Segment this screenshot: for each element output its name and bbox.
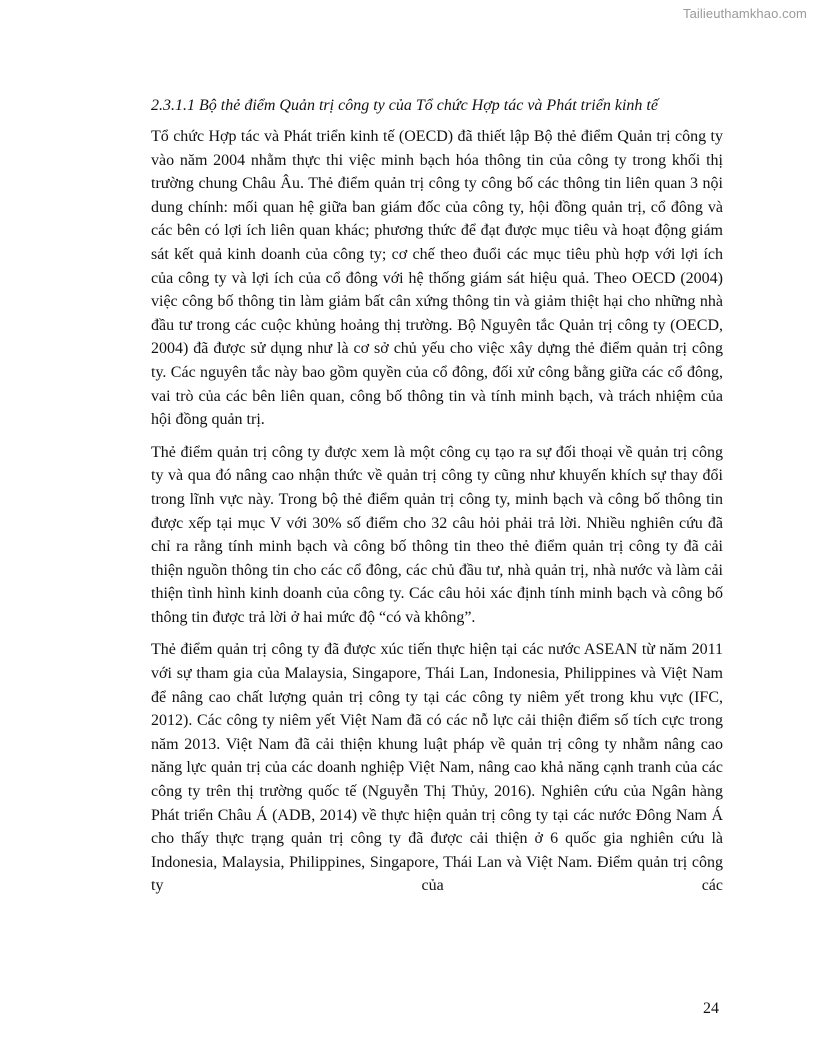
page-number: 24 <box>703 1000 719 1017</box>
watermark-text: Tailieuthamkhao.com <box>682 6 807 21</box>
page-content <box>151 95 723 907</box>
paragraph-oecd-scorecard: Tổ chức Hợp tác và Phát triển kinh tế (OECD) đã thiết lập Bộ thẻ điểm Quản trị công ty vào năm 2004 nhằm thực thi việc minh bạch hóa thông tin của công ty trong khối thị trường chung Châu Âu. Thẻ điểm quản trị công ty công bố các thông tin liên quan 3 nội dung chính: mối quan hệ giữa ban giám đốc của công ty, hội đồng quản trị, cổ đông và các bên có lợi ích liên quan khác; phương thức để đạt được mục tiêu và hoạt động giám sát kết quả kinh doanh của công ty; cơ chế theo đuổi các mục tiêu phù hợp với lợi ích của công ty và lợi ích của cổ đông với hệ thống giám sát hiệu quả. Theo OECD (2004) việc công bố thông tin làm giảm bất cân xứng thông tin và giảm thiệt hại cho những nhà đầu tư trong các cuộc khủng hoảng thị trường. Bộ Nguyên tắc Quản trị công ty (OECD, 2004) đã được sử dụng như là cơ sở chủ yếu cho việc xây dựng thẻ điểm quản trị công ty. Các nguyên tắc này bao gồm quyền của cổ đông, đối xử công bằng giữa các cổ đông, vai trò của các bên liên quan, công bố thông tin và tính minh bạch, và trách nhiệm của hội đồng quản trị. <box>151 128 723 429</box>
paragraph-asean-scorecard: Thẻ điểm quản trị công ty đã được xúc tiến thực hiện tại các nước ASEAN từ năm 2011 với sự tham gia của Malaysia, Singapore, Thái Lan, Indonesia, Philippines và Việt Nam để nâng cao chất lượng quản trị công ty tại các công ty niêm yết trong khu vực (IFC, 2012). Các công ty niêm yết Việt Nam đã có các nỗ lực cải thiện điểm số tích cực trong năm 2013. Việt Nam đã cải thiện khung luật pháp về quản trị công ty nhằm nâng cao năng lực quản trị của các doanh nghiệp Việt Nam, nâng cao khả năng cạnh tranh của các công ty trên thị trường quốc tế (Nguyễn Thị Thủy, 2016). Nghiên cứu của Ngân hàng Phát triển Châu Á (ADB, 2014) về thực hiện quản trị công ty tại các nước Đông Nam Á cho thấy thực trạng quản trị công ty đã được cải thiện ở 6 quốc gia nghiên cứu là Indonesia, Malaysia, Philippines, Singapore, Thái Lan và Việt Nam. Điểm quản trị công ty của các <box>151 641 723 895</box>
section-heading: 2.3.1.1 Bộ thẻ điểm Quản trị công ty của Tổ chức Hợp tác và Phát triển kinh tế <box>151 97 658 114</box>
paragraph-scorecard-dialogue: Thẻ điểm quản trị công ty được xem là một công cụ tạo ra sự đối thoại về quản trị công ty và qua đó nâng cao nhận thức về quản trị công ty cũng như khuyến khích sự thay đổi trong lĩnh vực này. Trong bộ thẻ điểm quản trị công ty, minh bạch và công bố thông tin được xếp tại mục V với 30% số điểm cho 32 câu hỏi phải trả lời. Nhiều nghiên cứu đã chỉ ra rằng tính minh bạch và công bố thông tin theo thẻ điểm quản trị công ty đã cải thiện nguồn thông tin cho các cổ đông, các chủ đầu tư, nhà quản trị, nhà nước và làm cải thiện tình hình kinh doanh của công ty. Các câu hỏi xác định tính minh bạch và công bố thông tin được trả lời ở hai mức độ “có và không”. <box>151 443 723 626</box>
